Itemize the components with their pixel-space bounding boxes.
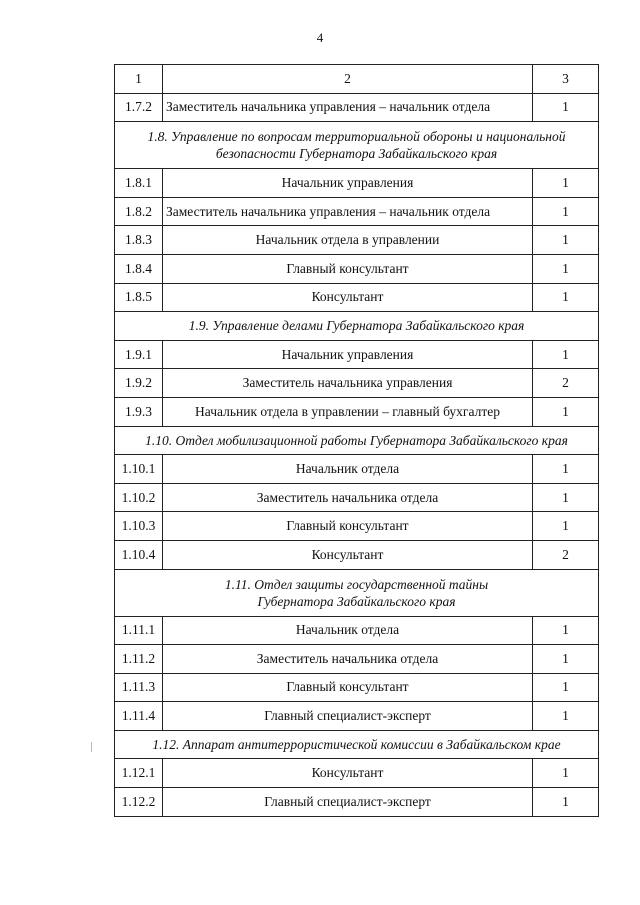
position-name: Начальник управления: [163, 169, 533, 198]
table-row: [115, 616, 599, 645]
table-row: [115, 169, 599, 198]
position-name: Заместитель начальника управления – начальник отдела: [163, 93, 533, 122]
page-number: 4: [316, 30, 324, 45]
position-name: Начальник отдела: [163, 616, 533, 645]
position-count: 1: [533, 759, 599, 788]
position-name: Заместитель начальника отдела: [163, 483, 533, 512]
item-number: 1.9.2: [115, 369, 163, 398]
section-title-line: 1.11. Отдел защиты государственной тайны: [224, 576, 489, 592]
position-count: 2: [533, 369, 599, 398]
item-number: 1.11.4: [115, 702, 163, 731]
position-count: 1: [533, 397, 599, 426]
item-number: 1.10.3: [115, 512, 163, 541]
item-number: 1.8.1: [115, 169, 163, 198]
item-number: 1.8.5: [115, 283, 163, 312]
position-name: Начальник управления: [163, 340, 533, 369]
position-count: 1: [533, 512, 599, 541]
position-name: Главный специалист-эксперт: [163, 788, 533, 817]
table-row: [115, 540, 599, 569]
item-number: 1.10.1: [115, 455, 163, 484]
section-header-row: [115, 569, 599, 616]
section-title-line: 1.8. Управление по вопросам территориальной обороны и национальной: [147, 129, 566, 145]
table-row: [115, 455, 599, 484]
position-name: Консультант: [163, 283, 533, 312]
table-row: [115, 283, 599, 312]
margin-mark: [91, 742, 92, 752]
section-title: [115, 426, 599, 455]
item-number: 1.11.3: [115, 673, 163, 702]
table-row: [115, 702, 599, 731]
position-name: Консультант: [163, 540, 533, 569]
item-number: 1.8.3: [115, 226, 163, 255]
section-title-line: Губернатора Забайкальского края: [257, 593, 456, 609]
section-header-row: [115, 312, 599, 341]
item-number: 1.10.2: [115, 483, 163, 512]
position-count: 2: [533, 540, 599, 569]
item-number: 1.12.2: [115, 788, 163, 817]
section-title-line: 1.12. Аппарат антитеррористической комиссии в Забайкальском крае: [152, 737, 561, 753]
position-count: 1: [533, 283, 599, 312]
table-row: [115, 226, 599, 255]
position-count: 1: [533, 702, 599, 731]
table-row: [115, 197, 599, 226]
table-row: [115, 397, 599, 426]
table-row: [115, 788, 599, 817]
position-count: 1: [533, 483, 599, 512]
position-name: Заместитель начальника отдела: [163, 645, 533, 674]
table-row: [115, 93, 599, 122]
section-title-line: 1.10. Отдел мобилизационной работы Губернатора Забайкальского края: [145, 432, 568, 448]
position-count: 1: [533, 169, 599, 198]
position-count: 1: [533, 645, 599, 674]
table-row: [115, 340, 599, 369]
position-count: 1: [533, 254, 599, 283]
position-count: 1: [533, 197, 599, 226]
item-number: 1.8.2: [115, 197, 163, 226]
position-name: Главный консультант: [163, 512, 533, 541]
position-count: 1: [533, 340, 599, 369]
staff-table: [114, 64, 599, 817]
section-header-row: [115, 122, 599, 169]
position-name: Заместитель начальника управления: [163, 369, 533, 398]
position-name: Начальник отдела в управлении: [163, 226, 533, 255]
position-count: 1: [533, 616, 599, 645]
item-number: 1.12.1: [115, 759, 163, 788]
item-number: 1.9.3: [115, 397, 163, 426]
position-count: 1: [533, 673, 599, 702]
column-number-3: 3: [533, 65, 599, 94]
section-title: [115, 730, 599, 759]
section-header-row: [115, 426, 599, 455]
section-title-line: 1.9. Управление делами Губернатора Забайкальского края: [188, 318, 525, 334]
table-row: [115, 759, 599, 788]
position-name: Консультант: [163, 759, 533, 788]
position-count: 1: [533, 788, 599, 817]
section-title: [115, 312, 599, 341]
table-row: [115, 645, 599, 674]
position-count: 1: [533, 226, 599, 255]
position-count: 1: [533, 93, 599, 122]
section-title-line: безопасности Губернатора Забайкальского края: [215, 146, 498, 162]
table-row: [115, 512, 599, 541]
item-number: 1.7.2: [115, 93, 163, 122]
section-title: [115, 569, 599, 616]
item-number: 1.8.4: [115, 254, 163, 283]
item-number: 1.11.2: [115, 645, 163, 674]
position-count: 1: [533, 455, 599, 484]
column-number-row: [115, 65, 599, 94]
column-number-2: 2: [163, 65, 533, 94]
section-title: [115, 122, 599, 169]
position-name: Начальник отдела в управлении – главный бухгалтер: [163, 397, 533, 426]
table-row: [115, 483, 599, 512]
position-name: Начальник отдела: [163, 455, 533, 484]
section-header-row: [115, 730, 599, 759]
table-row: [115, 254, 599, 283]
item-number: 1.10.4: [115, 540, 163, 569]
position-name: Заместитель начальника управления – начальник отдела: [163, 197, 533, 226]
table-row: [115, 673, 599, 702]
position-name: Главный специалист-эксперт: [163, 702, 533, 731]
position-name: Главный консультант: [163, 254, 533, 283]
item-number: 1.11.1: [115, 616, 163, 645]
column-number-1: 1: [115, 65, 163, 94]
staff-table-body: [115, 65, 599, 817]
item-number: 1.9.1: [115, 340, 163, 369]
table-row: [115, 369, 599, 398]
position-name: Главный консультант: [163, 673, 533, 702]
